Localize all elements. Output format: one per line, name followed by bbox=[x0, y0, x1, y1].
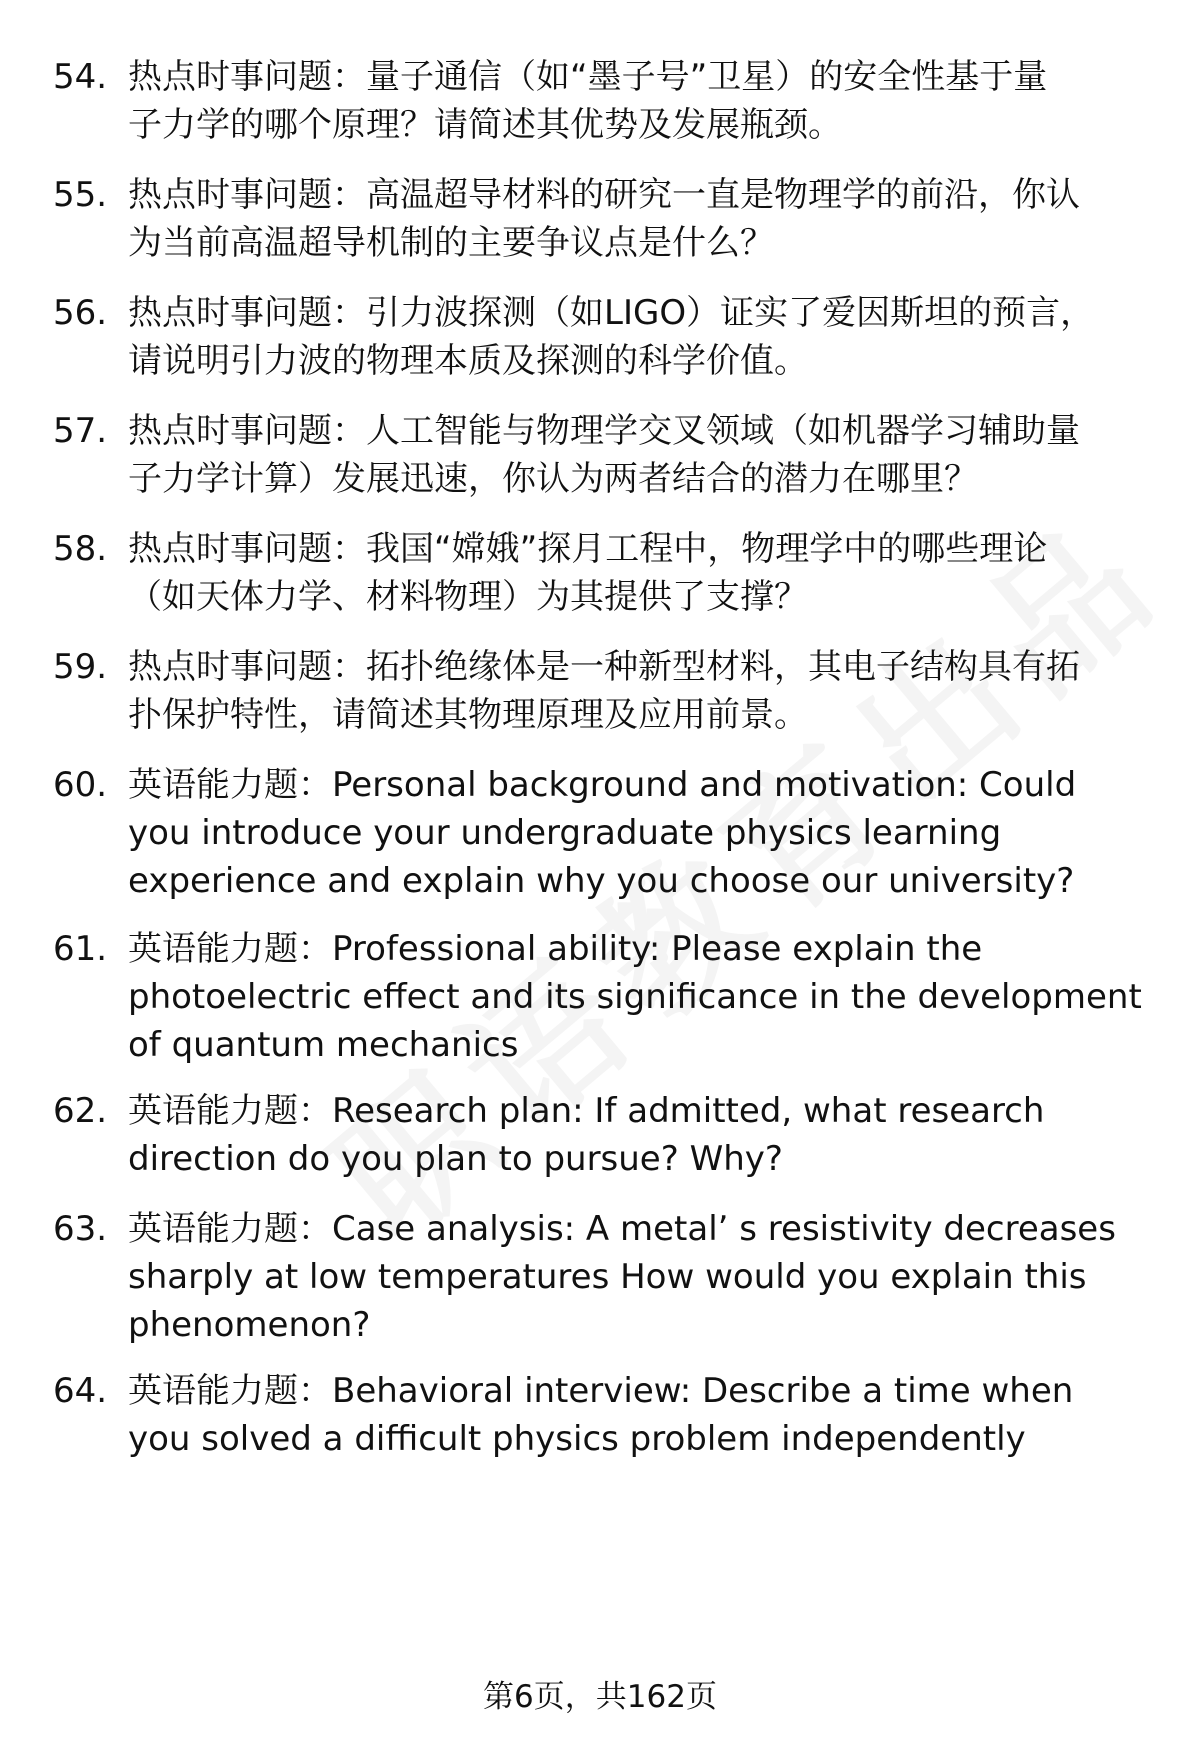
question-number: 61. bbox=[53, 929, 108, 969]
question-line: 英语能力题：Personal background and motivation: Could bbox=[128, 765, 1077, 805]
question-line: phenomenon? bbox=[128, 1305, 371, 1345]
question-text bbox=[128, 53, 1158, 149]
question-line: 英语能力题：Behavioral interview: Describe a time when bbox=[128, 1371, 1074, 1411]
question-line: sharply at low temperatures How would you explain this bbox=[128, 1257, 1087, 1297]
question-line: 为当前高温超导机制的主要争议点是什么？ bbox=[128, 223, 774, 263]
page-footer: 第6页，共162页 bbox=[483, 1679, 717, 1715]
question-number: 59. bbox=[53, 647, 108, 687]
question-line: 子力学计算）发展迅速，你认为两者结合的潜力在哪里？ bbox=[128, 459, 978, 499]
question-number: 63. bbox=[53, 1209, 108, 1249]
question-line: 子力学的哪个原理？请简述其优势及发展瓶颈。 bbox=[128, 105, 842, 145]
question-text bbox=[128, 1087, 1158, 1183]
question-text bbox=[128, 1205, 1158, 1349]
question-text bbox=[128, 171, 1158, 267]
question-line: 英语能力题：Professional ability: Please explain the bbox=[128, 929, 983, 969]
question-number: 64. bbox=[53, 1371, 108, 1411]
question-text bbox=[128, 643, 1158, 739]
question-number: 54. bbox=[53, 57, 108, 97]
question-line: 请说明引力波的物理本质及探测的科学价值。 bbox=[128, 341, 808, 381]
question-line: you solved a difficult physics problem independently bbox=[128, 1419, 1026, 1459]
question-line: you introduce your undergraduate physics learning bbox=[128, 813, 1002, 853]
question-line: 英语能力题：Case analysis: A metal’ s resistivity decreases bbox=[128, 1209, 1116, 1249]
question-line: 热点时事问题：人工智能与物理学交叉领域（如机器学习辅助量 bbox=[128, 411, 1080, 451]
question-line: 热点时事问题：拓扑绝缘体是一种新型材料，其电子结构具有拓 bbox=[128, 647, 1080, 687]
question-line: experience and explain why you choose our university? bbox=[128, 861, 1075, 901]
question-text bbox=[128, 761, 1158, 905]
question-number: 56. bbox=[53, 293, 108, 333]
question-line: （如天体力学、材料物理）为其提供了支撑？ bbox=[128, 577, 808, 617]
question-text bbox=[128, 1367, 1158, 1463]
question-number: 60. bbox=[53, 765, 108, 805]
question-line: 扑保护特性，请简述其物理原理及应用前景。 bbox=[128, 695, 808, 735]
question-text bbox=[128, 289, 1158, 385]
question-number: 57. bbox=[53, 411, 108, 451]
question-line: direction do you plan to pursue? Why? bbox=[128, 1139, 783, 1179]
question-text bbox=[128, 407, 1158, 503]
question-text bbox=[128, 925, 1158, 1069]
question-line: photoelectric effect and its significance in the development bbox=[128, 977, 1142, 1017]
question-number: 55. bbox=[53, 175, 108, 215]
question-line: 英语能力题：Research plan: If admitted, what research bbox=[128, 1091, 1045, 1131]
question-line: 热点时事问题：量子通信（如“墨子号”卫星）的安全性基于量 bbox=[128, 57, 1048, 97]
question-line: 热点时事问题：高温超导材料的研究一直是物理学的前沿，你认 bbox=[128, 175, 1080, 215]
question-line: 热点时事问题：我国“嫦娥”探月工程中，物理学中的哪些理论 bbox=[128, 529, 1048, 569]
question-number: 58. bbox=[53, 529, 108, 569]
question-text bbox=[128, 525, 1158, 621]
question-number: 62. bbox=[53, 1091, 108, 1131]
question-line: of quantum mechanics bbox=[128, 1025, 519, 1065]
question-line: 热点时事问题：引力波探测（如LIGO）证实了爱因斯坦的预言， bbox=[128, 293, 1095, 333]
